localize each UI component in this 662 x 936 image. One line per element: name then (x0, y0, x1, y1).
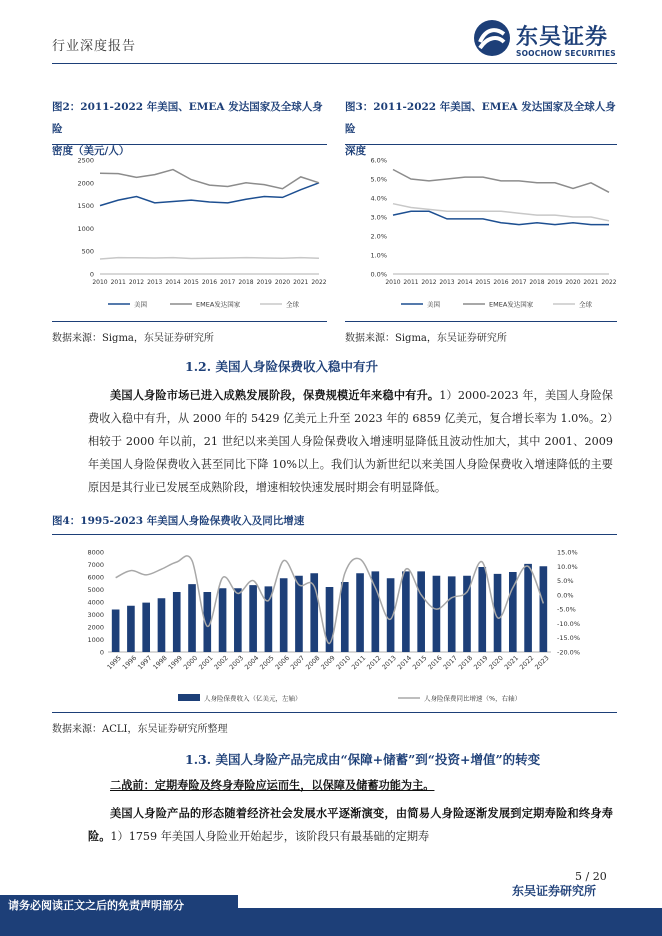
fig3-x-tick-label: 2014 (457, 279, 473, 286)
fig3-x-tick-label: 2015 (475, 279, 491, 286)
fig4-left-tick-label: 7000 (87, 561, 104, 569)
fig4-bar (219, 588, 227, 652)
fig2-x-tick-label: 2010 (92, 279, 108, 286)
fig2-y-tick-label: 0 (89, 270, 94, 279)
fig4-x-tick-label: 2005 (258, 653, 276, 672)
fig4-bar (112, 610, 120, 653)
fig2-y-tick-label: 2500 (77, 156, 94, 165)
fig4-x-tick-label: 1996 (120, 653, 139, 672)
fig4-x-tick-label: 2017 (441, 653, 459, 672)
fig4-x-tick-label: 2018 (456, 653, 475, 672)
fig4-legend-swatch-bar (178, 694, 200, 701)
fig4-x-tick-label: 2009 (319, 653, 337, 672)
fig3-caption-line2: 深度 (345, 145, 366, 157)
fig4-x-tick-label: 2016 (426, 653, 444, 672)
fig3-caption-line1: 图3：2011-2022 年美国、EMEA 发达国家及全球人身险 (345, 101, 616, 135)
fig4-right-tick-label: -5.0% (557, 605, 576, 614)
fig4-bar (540, 566, 548, 652)
section-1-3-p1 (88, 774, 613, 797)
fig4-source: 数据来源：ACLI，东吴证券研究所整理 (52, 724, 228, 735)
fig4-x-tick-label: 2013 (380, 653, 398, 672)
fig3-series-line-1 (393, 170, 609, 193)
fig4-x-tick-label: 2014 (395, 653, 414, 672)
fig3-y-tick-label: 3.0% (370, 213, 387, 222)
fig3-y-tick-label: 0.0% (370, 270, 387, 279)
fig4-left-tick-label: 2000 (87, 623, 104, 632)
fig4-left-tick-label: 3000 (87, 611, 104, 619)
fig4-right-tick-label: -20.0% (557, 648, 580, 657)
fig2-x-tick-label: 2017 (220, 279, 236, 286)
fig3-series-line-0 (393, 211, 609, 224)
fig4-bar (341, 582, 349, 652)
fig4-left-tick-label: 5000 (87, 586, 104, 594)
fig4-right-tick-label: 15.0% (557, 548, 578, 557)
fig3-x-tick-label: 2019 (547, 279, 563, 286)
fig3-y-tick-label: 2.0% (370, 232, 387, 241)
fig2-x-tick-label: 2020 (274, 279, 291, 286)
fig2-x-tick-label: 2019 (256, 279, 272, 286)
fig2-x-tick-label: 2013 (147, 279, 163, 286)
fig4-x-tick-label: 2003 (227, 653, 246, 672)
page-number: 5 / 20 (575, 870, 607, 883)
fig4-x-tick-label: 2000 (181, 653, 200, 672)
section-1-3-p2-body: 1）1759 年美国人身险业开始起步，该阶段只有最基础的定期寿 (110, 830, 430, 843)
fig4-bar (402, 571, 410, 652)
fig4-bar (173, 592, 181, 652)
fig3-legend-label: EMEA发达国家 (489, 300, 534, 309)
fig4-x-tick-label: 1998 (151, 653, 169, 672)
section-1-3-title: 1.3. 美国人身险产品完成由“保障+储蓄”到“投资+增值”的转变 (185, 752, 541, 767)
logo-text-cn: 东吴证券 (516, 25, 609, 50)
fig4-x-tick-label: 2022 (517, 653, 536, 672)
fig4-bar (356, 573, 364, 652)
fig3-x-tick-label: 2016 (493, 279, 509, 286)
fig4-bar (142, 603, 150, 652)
fig4-left-tick-label: 8000 (87, 548, 104, 557)
fig4-x-tick-label: 2011 (349, 653, 368, 672)
fig4-left-tick-label: 6000 (87, 573, 104, 582)
fig2-y-tick-label: 1500 (77, 202, 94, 211)
fig4-x-tick-label: 2012 (365, 653, 383, 672)
fig4-bar (158, 598, 166, 652)
fig3-chart (345, 150, 617, 318)
section-1-2-body: 1）2000-2023 年，美国人身险保费收入稳中有升，从 2000 年的 5429 亿美元上升至 2023 年的 6859 亿美元，复合增长率为 1.0%。2）相较于 2000 年以前，21 世纪以来美国人身险保费收入增速明显降低且波动性加大，其中 2001、2009 年美国人身险保费收入甚至同比下降 10%以上。我们认为新世纪以来美国人身险保费收入增速降低的主要原因是其行业已发展至成熟阶段，增速相较快速发展时期会有明显降低。 (88, 389, 613, 494)
section-1-3-p2 (88, 802, 613, 848)
fig2-x-tick-label: 2021 (293, 279, 309, 286)
fig4-x-tick-label: 2008 (304, 653, 322, 672)
fig3-bottom-rule (345, 321, 617, 322)
fig3-x-tick-label: 2012 (421, 279, 437, 286)
fig4-bar (280, 578, 288, 652)
fig3-top-rule (345, 144, 617, 145)
fig4-bar (188, 584, 196, 652)
fig2-y-tick-label: 2000 (77, 179, 94, 188)
fig4-legend-label-bar: 人身险保费收入（亿美元，左轴） (204, 694, 302, 703)
fig4-bar (417, 571, 425, 652)
fig4-caption: 图4：1995-2023 年美国人身险保费收入及同比增速 (52, 515, 305, 527)
fig4-left-tick-label: 1000 (87, 636, 104, 644)
fig2-caption-line1: 图2：2011-2022 年美国、EMEA 发达国家及全球人身险 (52, 101, 323, 135)
fig4-bar (249, 585, 257, 652)
fig4-right-tick-label: -15.0% (557, 634, 580, 643)
fig3-y-tick-label: 1.0% (370, 251, 387, 260)
fig2-series-line-2 (100, 258, 319, 259)
header-rule (52, 63, 617, 64)
fig3-series-line-2 (393, 204, 609, 221)
report-type-label: 行业深度报告 (52, 39, 137, 54)
fig4-right-tick-label: 10.0% (557, 562, 578, 571)
fig3-x-tick-label: 2011 (403, 279, 419, 286)
fig4-bar (478, 567, 486, 652)
fig4-legend-label-line: 人身险保费同比增速（%，右轴） (424, 694, 522, 703)
fig4-x-tick-label: 1995 (105, 653, 123, 672)
fig2-x-tick-label: 2015 (183, 279, 199, 286)
fig3-x-tick-label: 2017 (511, 279, 527, 286)
fig4-bar (448, 576, 456, 652)
section-1-2-paragraph (88, 384, 613, 499)
fig4-right-tick-label: 0.0% (557, 591, 574, 600)
logo-text-en: SOOCHOW SECURITIES (516, 49, 616, 58)
section-1-2-title: 1.2. 美国人身险保费收入稳中有升 (185, 359, 378, 374)
fig4-x-tick-label: 2023 (533, 653, 551, 672)
fig2-source: 数据来源：Sigma，东吴证券研究所 (52, 333, 214, 344)
fig4-x-tick-label: 2007 (288, 653, 307, 672)
fig4-bar (295, 576, 303, 652)
fig3-legend-label: 全球 (579, 300, 592, 309)
footer-organization: 东吴证券研究所 (512, 884, 597, 898)
fig2-chart (52, 150, 327, 318)
fig3-x-tick-label: 2013 (439, 279, 455, 286)
fig4-bottom-rule (52, 712, 617, 713)
fig3-x-tick-label: 2022 (601, 279, 617, 286)
fig4-x-tick-label: 2020 (487, 653, 505, 672)
fig2-legend-label: 美国 (134, 300, 147, 309)
fig4-left-tick-label: 0 (99, 648, 104, 657)
company-logo (470, 18, 620, 60)
fig4-chart (52, 540, 617, 708)
fig4-right-tick-label: -10.0% (557, 619, 580, 628)
fig4-x-tick-label: 1999 (166, 653, 185, 672)
fig3-y-tick-label: 6.0% (370, 156, 387, 165)
fig4-left-tick-label: 4000 (87, 598, 104, 607)
fig4-bar (433, 576, 441, 652)
fig4-x-tick-label: 2010 (334, 653, 353, 672)
fig3-x-tick-label: 2018 (529, 279, 545, 286)
fig4-bar (234, 588, 242, 652)
fig4-x-tick-label: 2001 (197, 653, 215, 672)
fig2-x-tick-label: 2022 (311, 279, 327, 286)
fig2-x-tick-label: 2016 (201, 279, 218, 286)
fig4-x-tick-label: 2019 (472, 653, 490, 672)
fig3-x-tick-label: 2010 (385, 279, 401, 286)
fig4-x-tick-label: 2015 (411, 653, 429, 672)
logo-mark-icon (472, 18, 512, 58)
fig3-x-tick-label: 2020 (565, 279, 581, 286)
fig3-source: 数据来源：Sigma，东吴证券研究所 (345, 333, 507, 344)
fig4-x-tick-label: 1997 (136, 653, 154, 672)
fig4-bar (326, 587, 334, 652)
fig2-legend-label: EMEA发达国家 (196, 300, 241, 309)
fig3-y-tick-label: 5.0% (370, 175, 387, 184)
fig3-x-tick-label: 2021 (583, 279, 599, 286)
fig2-y-tick-label: 500 (81, 247, 94, 256)
fig2-series-line-1 (100, 170, 319, 189)
fig4-bar (524, 564, 532, 652)
fig4-x-tick-label: 2004 (243, 653, 261, 672)
fig2-x-tick-label: 2018 (238, 279, 254, 286)
fig4-top-rule (52, 534, 617, 535)
fig2-y-tick-label: 1000 (77, 224, 94, 233)
fig2-x-tick-label: 2014 (165, 279, 181, 286)
fig4-x-tick-label: 2002 (212, 653, 230, 672)
fig2-bottom-rule (52, 321, 327, 322)
fig2-top-rule (52, 144, 327, 145)
fig2-legend-label: 全球 (286, 300, 299, 309)
section-1-2-lead: 美国人身险市场已进入成熟发展阶段，保费规模近年来稳中有升。 (110, 388, 440, 402)
fig2-x-tick-label: 2012 (128, 279, 145, 286)
fig2-caption-line2: 密度（美元/人） (52, 145, 130, 157)
fig4-bar (127, 606, 135, 652)
disclaimer-notice: 请务必阅读正文之后的免责声明部分 (0, 895, 238, 917)
fig4-right-tick-label: 5.0% (557, 577, 574, 586)
fig4-x-tick-label: 2006 (273, 653, 291, 672)
fig3-y-tick-label: 4.0% (370, 194, 387, 203)
fig4-x-tick-label: 2021 (502, 653, 521, 672)
section-1-3-p1-text: 二战前：定期寿险及终身寿险应运而生，以保障及储蓄功能为主。 (110, 778, 435, 792)
fig2-x-tick-label: 2011 (110, 279, 126, 286)
fig3-legend-label: 美国 (427, 300, 440, 309)
section-1-3-p2-lead: 美国人身险产品的形态随着经济社会发展水平逐渐演变，由简易人身险逐渐发展到定期寿险和终身寿险。 (88, 806, 613, 843)
